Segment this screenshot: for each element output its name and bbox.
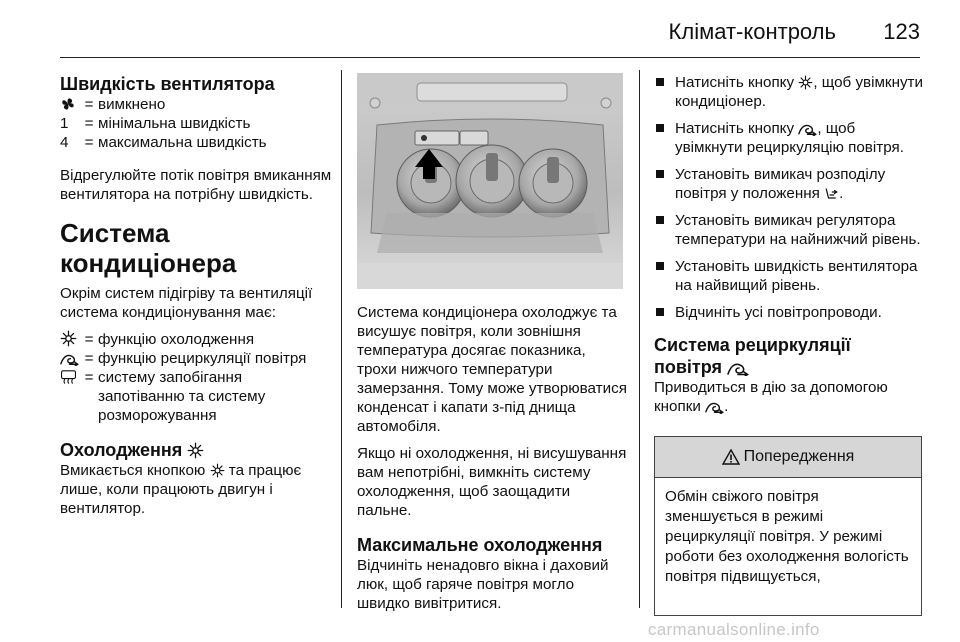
equals: =: [84, 115, 94, 132]
snowflake-icon: [210, 463, 225, 478]
snowflake-icon: [798, 75, 813, 90]
cooling-text-a: Вмикається кнопкою: [60, 462, 206, 479]
ac-row-key: [60, 330, 80, 349]
cooling-heading-text: Охолодження: [60, 440, 183, 460]
fan-row-key: 1: [60, 115, 69, 132]
ac-row-desc: систему запобігання запотіванню та систему розморожування: [98, 369, 266, 424]
watermark: carmanualsonline.info: [648, 620, 820, 639]
step-text: Установіть швидкість вентилятора на найвищий рівень.: [675, 258, 918, 294]
ac-features-table: [60, 330, 332, 425]
step-text: .: [839, 185, 844, 202]
equals: =: [84, 331, 94, 348]
list-item: [654, 119, 924, 157]
equals: =: [84, 350, 94, 367]
column-2: [357, 303, 627, 613]
ac-row-desc: функцію охолодження: [98, 331, 255, 348]
column-3: [654, 73, 924, 416]
step-text: , щоб увімкнути рециркуляцію повітря.: [675, 120, 904, 156]
snowflake-icon: [187, 442, 204, 459]
cooling-text: [60, 461, 332, 518]
fan-row-key: 4: [60, 134, 69, 151]
ac-intro-text: Окрім систем підігріву та вентиляції система кондиціонування має:: [60, 285, 313, 321]
recirculation-heading: [654, 334, 924, 378]
recirculation-icon: [798, 123, 817, 136]
vent-face-icon: [824, 186, 839, 201]
equals: =: [84, 369, 94, 386]
fan-speed-heading: Швидкість вентилятора: [60, 74, 275, 94]
recirc-text-a: Приводиться в дію за допомогою кнопки: [654, 379, 888, 415]
step-text: Установіть вимикач розподілу повітря у положення: [675, 166, 886, 202]
max-cooling-heading: Максимальне охолодження: [357, 535, 603, 555]
header-title: Клімат-контроль: [668, 19, 836, 44]
fan-row-desc: мінімальна швидкість: [98, 115, 251, 132]
cooling-text-b: та працює лише, коли працюють двигун і вентилятор.: [60, 462, 302, 517]
step-text: Натисніть кнопку: [675, 74, 795, 91]
ac-row-desc: функцію рециркуляції повітря: [98, 350, 307, 367]
step-text: , щоб увімкнути кондиціонер.: [675, 74, 923, 110]
step-text: Відчиніть усі повітропроводи.: [675, 304, 882, 321]
ac-row-key: [60, 349, 80, 368]
list-item: [654, 257, 924, 295]
list-item: [654, 211, 924, 249]
recirculation-text: [654, 378, 924, 416]
list-item: [654, 73, 924, 111]
equals: =: [84, 96, 94, 113]
step-text: Натисніть кнопку: [675, 120, 795, 137]
equals: =: [84, 134, 94, 151]
rear-defrost-icon: [60, 369, 77, 385]
recirculation-icon: [60, 353, 79, 366]
step-text: Установіть вимикач регулятора температури на найнижчий рівень.: [675, 212, 921, 248]
fan-speed-table: [60, 95, 332, 152]
warning-box: [654, 436, 922, 616]
max-cooling-text: Відчиніть ненадовго вікна і даховий люк, щоб гаряче повітря могло швидко вивітритися.: [357, 557, 609, 612]
ac-off-text: Якщо ні охолодження, ні висушування вам непотрібні, вимкніть систему охолодження, щоб заощадити пальне.: [357, 445, 627, 519]
fan-off-key: [60, 95, 80, 114]
recirculation-icon: [705, 401, 724, 414]
list-item: [654, 165, 924, 203]
header-rule: [60, 57, 920, 58]
warning-icon: [722, 449, 740, 465]
recirc-text-b: .: [724, 398, 729, 415]
list-item: [654, 303, 924, 322]
page-number: 123: [883, 19, 920, 44]
max-cooling-steps: [654, 73, 924, 322]
recirc-heading-line1: Система рециркуляції: [654, 335, 851, 355]
ac-row-key: [60, 368, 80, 425]
cooling-heading: [60, 439, 332, 461]
fan-row-desc: максимальна швидкість: [98, 134, 267, 151]
ac-system-heading: Система кондиціонера: [60, 218, 237, 278]
column-divider-right: [639, 70, 640, 608]
column-1: [60, 73, 332, 518]
fan-row-desc: вимкнено: [98, 96, 166, 113]
warning-header: [655, 437, 921, 478]
fan-speed-text: Відрегулюйте потік повітря вмиканням вентилятора на потрібну швидкість.: [60, 167, 332, 203]
warning-title: Попередження: [743, 448, 855, 465]
warning-text: Обмін свіжого повітря зменшується в режимі рециркуляції повітря. У режимі роботи без охолодження вологість повітря підвищується,: [665, 488, 909, 585]
snowflake-icon: [60, 330, 77, 347]
ac-description-text: Система кондиціонера охолоджує та висушує повітря, коли зовнішня температура досягає показника, трохи нижчого температури замерзання. Тому може утворюватися конденсат і капати з-під днища автомобіля.: [357, 304, 627, 435]
recirculation-icon: [727, 362, 749, 376]
column-divider-left: [341, 70, 342, 608]
recirc-heading-line2: повітря: [654, 357, 723, 377]
climate-control-panel-photo: [357, 73, 623, 289]
fan-off-icon: [60, 96, 76, 112]
